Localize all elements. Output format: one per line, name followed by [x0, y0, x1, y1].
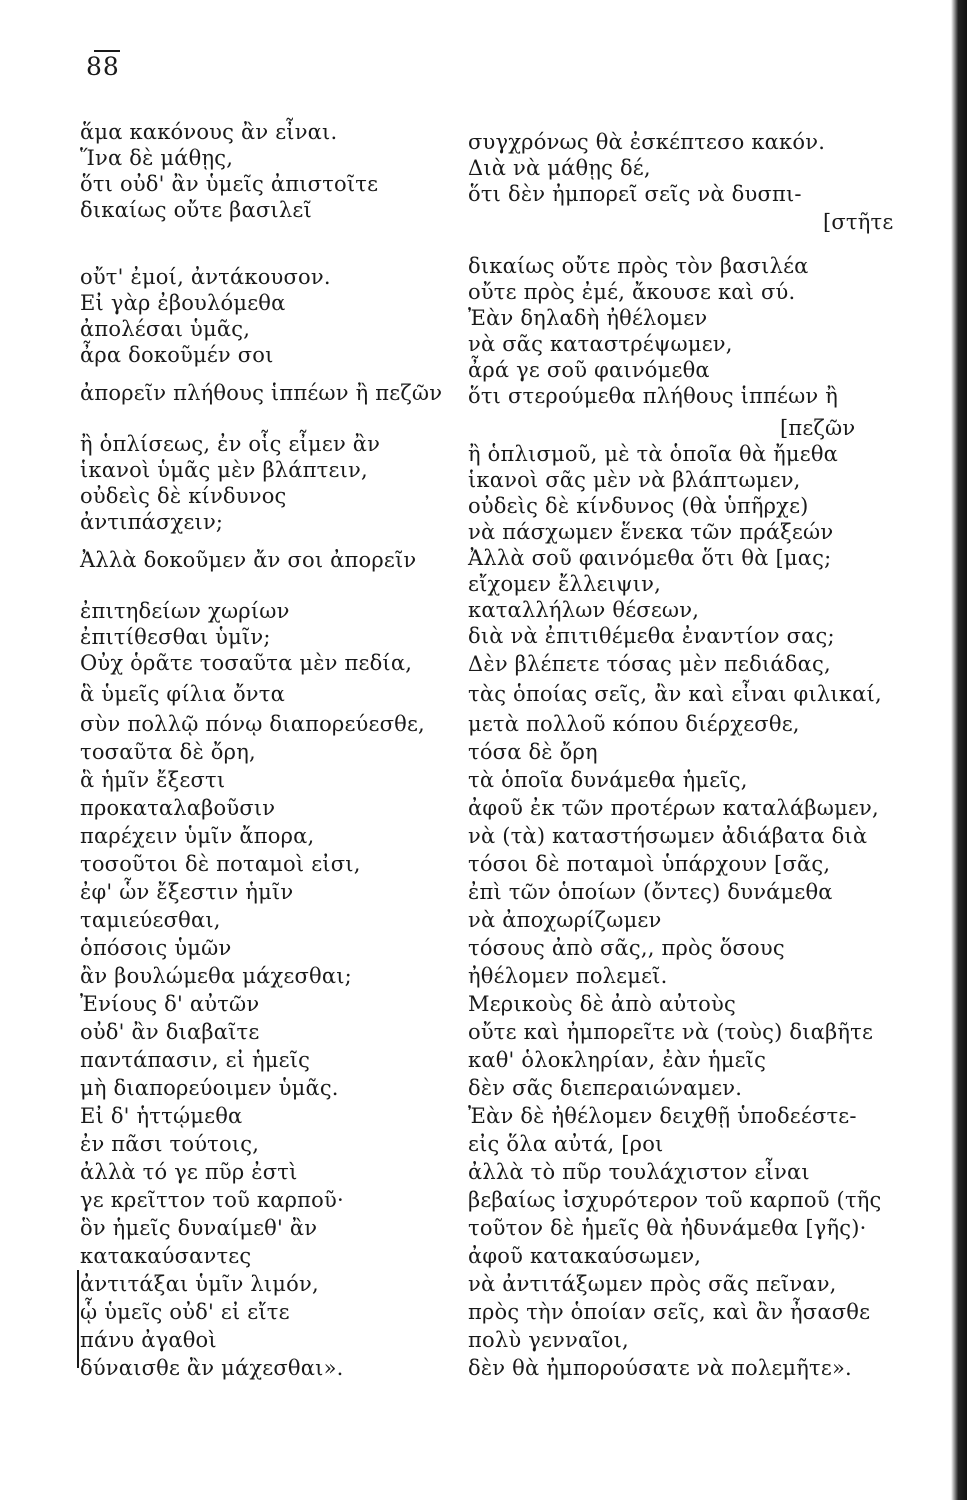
text-line: βεβαίως ἰσχυρότερον τοῦ καρποῦ (τῆς — [468, 1188, 882, 1212]
text-line: νὰ ἀποχωρίζωμεν — [468, 908, 662, 932]
text-line: νὰ σᾶς καταστρέψωμεν, — [468, 332, 733, 356]
text-line: ἢ ὁπλίσεως, ἐν οἷς εἶμεν ἂν — [80, 432, 381, 456]
text-line: τοσαῦτα δὲ ὄρη, — [80, 740, 256, 764]
text-line: οὔτε πρὸς ἐμέ, ἄκουσε καὶ σύ. — [468, 280, 796, 304]
text-line: νὰ (τὰ) καταστήσωμεν ἀδιάβατα διὰ — [468, 824, 868, 848]
text-line: δικαίως οὔτε πρὸς τὸν βασιλέα — [468, 254, 809, 278]
text-line: προκαταλαβοῦσιν — [80, 796, 276, 820]
text-line: ᾧ ὑμεῖς οὐδ' εἰ εἴτε — [80, 1300, 290, 1324]
text-line: παρέχειν ὑμῖν ἄπορα, — [80, 824, 315, 848]
text-line: Ἀλλὰ σοῦ φαινόμεθα ὅτι θὰ [μας; — [468, 546, 832, 570]
text-line: ἃ ἡμῖν ἔξεστι — [80, 768, 226, 792]
text-line: τόσους ἀπὸ σᾶς,, πρὸς ὅσους — [468, 936, 785, 960]
text-line: ἆρα δοκοῦμέν σοι — [80, 343, 274, 367]
text-line: δὲν θὰ ἠμπορούσατε νὰ πολεμῆτε». — [468, 1356, 852, 1380]
text-line: Εἰ γὰρ ἐβουλόμεθα — [80, 291, 286, 315]
text-line: δικαίως οὔτε βασιλεῖ — [80, 198, 312, 222]
text-line: ἐν πᾶσι τούτοις, — [80, 1132, 260, 1156]
text-line: ἀντιτάξαι ὑμῖν λιμόν, — [80, 1272, 319, 1296]
text-line: ἅμα κακόνους ἂν εἶναι. — [80, 120, 338, 144]
text-line: εἴχομεν ἔλλειψιν, — [468, 572, 661, 596]
text-line: [στῆτε — [823, 210, 894, 234]
text-line: οὐδ' ἂν διαβαῖτε — [80, 1020, 260, 1044]
page-edge-shadow — [951, 0, 967, 1500]
text-line: ἀλλὰ τό γε πῦρ ἐστὶ — [80, 1160, 298, 1184]
text-line: ἀφοῦ κατακαύσωμεν, — [468, 1244, 702, 1268]
text-line: συγχρόνως θὰ ἐσκέπτεσο κακόν. — [468, 130, 826, 154]
text-line: μετὰ πολλοῦ κόπου διέρχεσθε, — [468, 712, 800, 736]
text-line: Ἐὰν δὲ ἠθέλομεν δειχθῇ ὑποδεέστε- — [468, 1104, 857, 1128]
text-line: ἀφοῦ ἐκ τῶν προτέρων καταλάβωμεν, — [468, 796, 879, 820]
text-line: ὅτι δὲν ἠμπορεῖ σεῖς νὰ δυσπι- — [468, 182, 802, 206]
text-line: ἃ ὑμεῖς φίλια ὄντα — [80, 682, 285, 706]
text-line: ἱκανοὶ σᾶς μὲν νὰ βλάπτωμεν, — [468, 468, 801, 492]
text-line: ἀντιπάσχειν; — [80, 510, 224, 534]
text-line: οὐδεὶς δὲ κίνδυνος — [80, 484, 287, 508]
page-number: 88 — [86, 52, 120, 81]
text-line: οὔτ' ἐμοί, ἀντάκουσον. — [80, 265, 331, 289]
text-line: ἀπολέσαι ὑμᾶς, — [80, 317, 251, 341]
text-line: Οὐχ ὁρᾶτε τοσαῦτα μὲν πεδία, — [80, 651, 413, 675]
text-line: ὁπόσοις ὑμῶν — [80, 936, 232, 960]
text-line: εἰς ὅλα αὐτά, [ροι — [468, 1132, 664, 1156]
text-line: διὰ νὰ ἐπιτιθέμεθα ἐναντίον σας; — [468, 624, 835, 648]
text-line: ἐφ' ὧν ἔξεστιν ἡμῖν — [80, 880, 294, 904]
text-line: ἱκανοὶ ὑμᾶς μὲν βλάπτειν, — [80, 458, 368, 482]
text-line: καθ' ὁλοκληρίαν, ἐὰν ἡμεῖς — [468, 1048, 767, 1072]
text-line: ἠθέλομεν πολεμεῖ. — [468, 964, 668, 988]
text-line: ἂν βουλώμεθα μάχεσθαι; — [80, 964, 352, 988]
text-line: νὰ ἀντιτάξωμεν πρὸς σᾶς πεῖναν, — [468, 1272, 837, 1296]
text-line: ἐπὶ τῶν ὁποίων (ὄντες) δυνάμεθα — [468, 880, 833, 904]
text-line: τὰς ὁποίας σεῖς, ἂν καὶ εἶναι φιλικαί, — [468, 682, 882, 706]
text-line: ἐπιτίθεσθαι ὑμῖν; — [80, 625, 271, 649]
text-line: νὰ πάσχωμεν ἕνεκα τῶν πράξεών — [468, 520, 834, 544]
text-line: ὅτι στερούμεθα πλήθους ἱππέων ἢ — [468, 384, 839, 408]
text-line: Ἵνα δὲ μάθῃς, — [80, 146, 234, 170]
text-line: μὴ διαπορεύοιμεν ὑμᾶς. — [80, 1076, 339, 1100]
text-line: καταλλήλων θέσεων, — [468, 598, 700, 622]
text-line: κατακαύσαντες — [80, 1244, 252, 1268]
text-line: Μερικοὺς δὲ ἀπὸ αὐτοὺς — [468, 992, 736, 1016]
text-line: τοῦτον δὲ ἡμεῖς θὰ ἠδυνάμεθα [γῆς)· — [468, 1216, 867, 1240]
text-line: δύναισθε ἂν μάχεσθαι». — [80, 1356, 344, 1380]
text-line: ταμιεύεσθαι, — [80, 908, 221, 932]
text-line: πρὸς τὴν ὁποίαν σεῖς, καὶ ἂν ἦσασθε — [468, 1300, 871, 1324]
text-line: τοσοῦτοι δὲ ποταμοὶ εἰσι, — [80, 852, 361, 876]
text-line: οὔτε καὶ ἠμπορεῖτε νὰ (τοὺς) διαβῆτε — [468, 1020, 874, 1044]
text-line: πάνυ ἀγαθοὶ — [80, 1328, 217, 1352]
text-line: ὃν ἡμεῖς δυναίμεθ' ἂν — [80, 1216, 318, 1240]
text-line: Διὰ νὰ μάθῃς δέ, — [468, 156, 651, 180]
text-line: ἆρά γε σοῦ φαινόμεθα — [468, 358, 710, 382]
text-line: τόσοι δὲ ποταμοὶ ὑπάρχουν [σᾶς, — [468, 852, 831, 876]
text-line: Ἐνίους δ' αὐτῶν — [80, 992, 260, 1016]
text-line: παντάπασιν, εἰ ἡμεῖς — [80, 1048, 311, 1072]
text-line: τόσα δὲ ὄρη — [468, 740, 598, 764]
text-line: δὲν σᾶς διεπεραιώναμεν. — [468, 1076, 743, 1100]
text-line: ἀλλὰ τὸ πῦρ τουλάχιστον εἶναι — [468, 1160, 810, 1184]
text-line: ὅτι οὐδ' ἂν ὑμεῖς ἀπιστοῖτε — [80, 172, 379, 196]
text-line: σὺν πολλῷ πόνῳ διαπορεύεσθε, — [80, 712, 425, 736]
text-line: ἐπιτηδείων χωρίων — [80, 599, 290, 623]
text-line: Δὲν βλέπετε τόσας μὲν πεδιάδας, — [468, 652, 831, 676]
margin-bracket-line — [77, 1270, 79, 1368]
text-line: Ἐὰν δηλαδὴ ἠθέλομεν — [468, 306, 708, 330]
text-line: ἀπορεῖν πλήθους ἱππέων ἢ πεζῶν — [80, 381, 443, 405]
text-line: οὐδεὶς δὲ κίνδυνος (θὰ ὑπῆρχε) — [468, 494, 809, 518]
text-line: πολὺ γενναῖοι, — [468, 1328, 629, 1352]
text-line: Εἰ δ' ἡττῴμεθα — [80, 1104, 243, 1128]
text-line: [πεζῶν — [780, 416, 856, 440]
text-line: ἢ ὁπλισμοῦ, μὲ τὰ ὁποῖα θὰ ἤμεθα — [468, 442, 839, 466]
text-line: γε κρεῖττον τοῦ καρποῦ· — [80, 1188, 344, 1212]
text-line: τὰ ὁποῖα δυνάμεθα ἡμεῖς, — [468, 768, 748, 792]
text-line: Ἀλλὰ δοκοῦμεν ἄν σοι ἀπορεῖν — [80, 548, 417, 572]
